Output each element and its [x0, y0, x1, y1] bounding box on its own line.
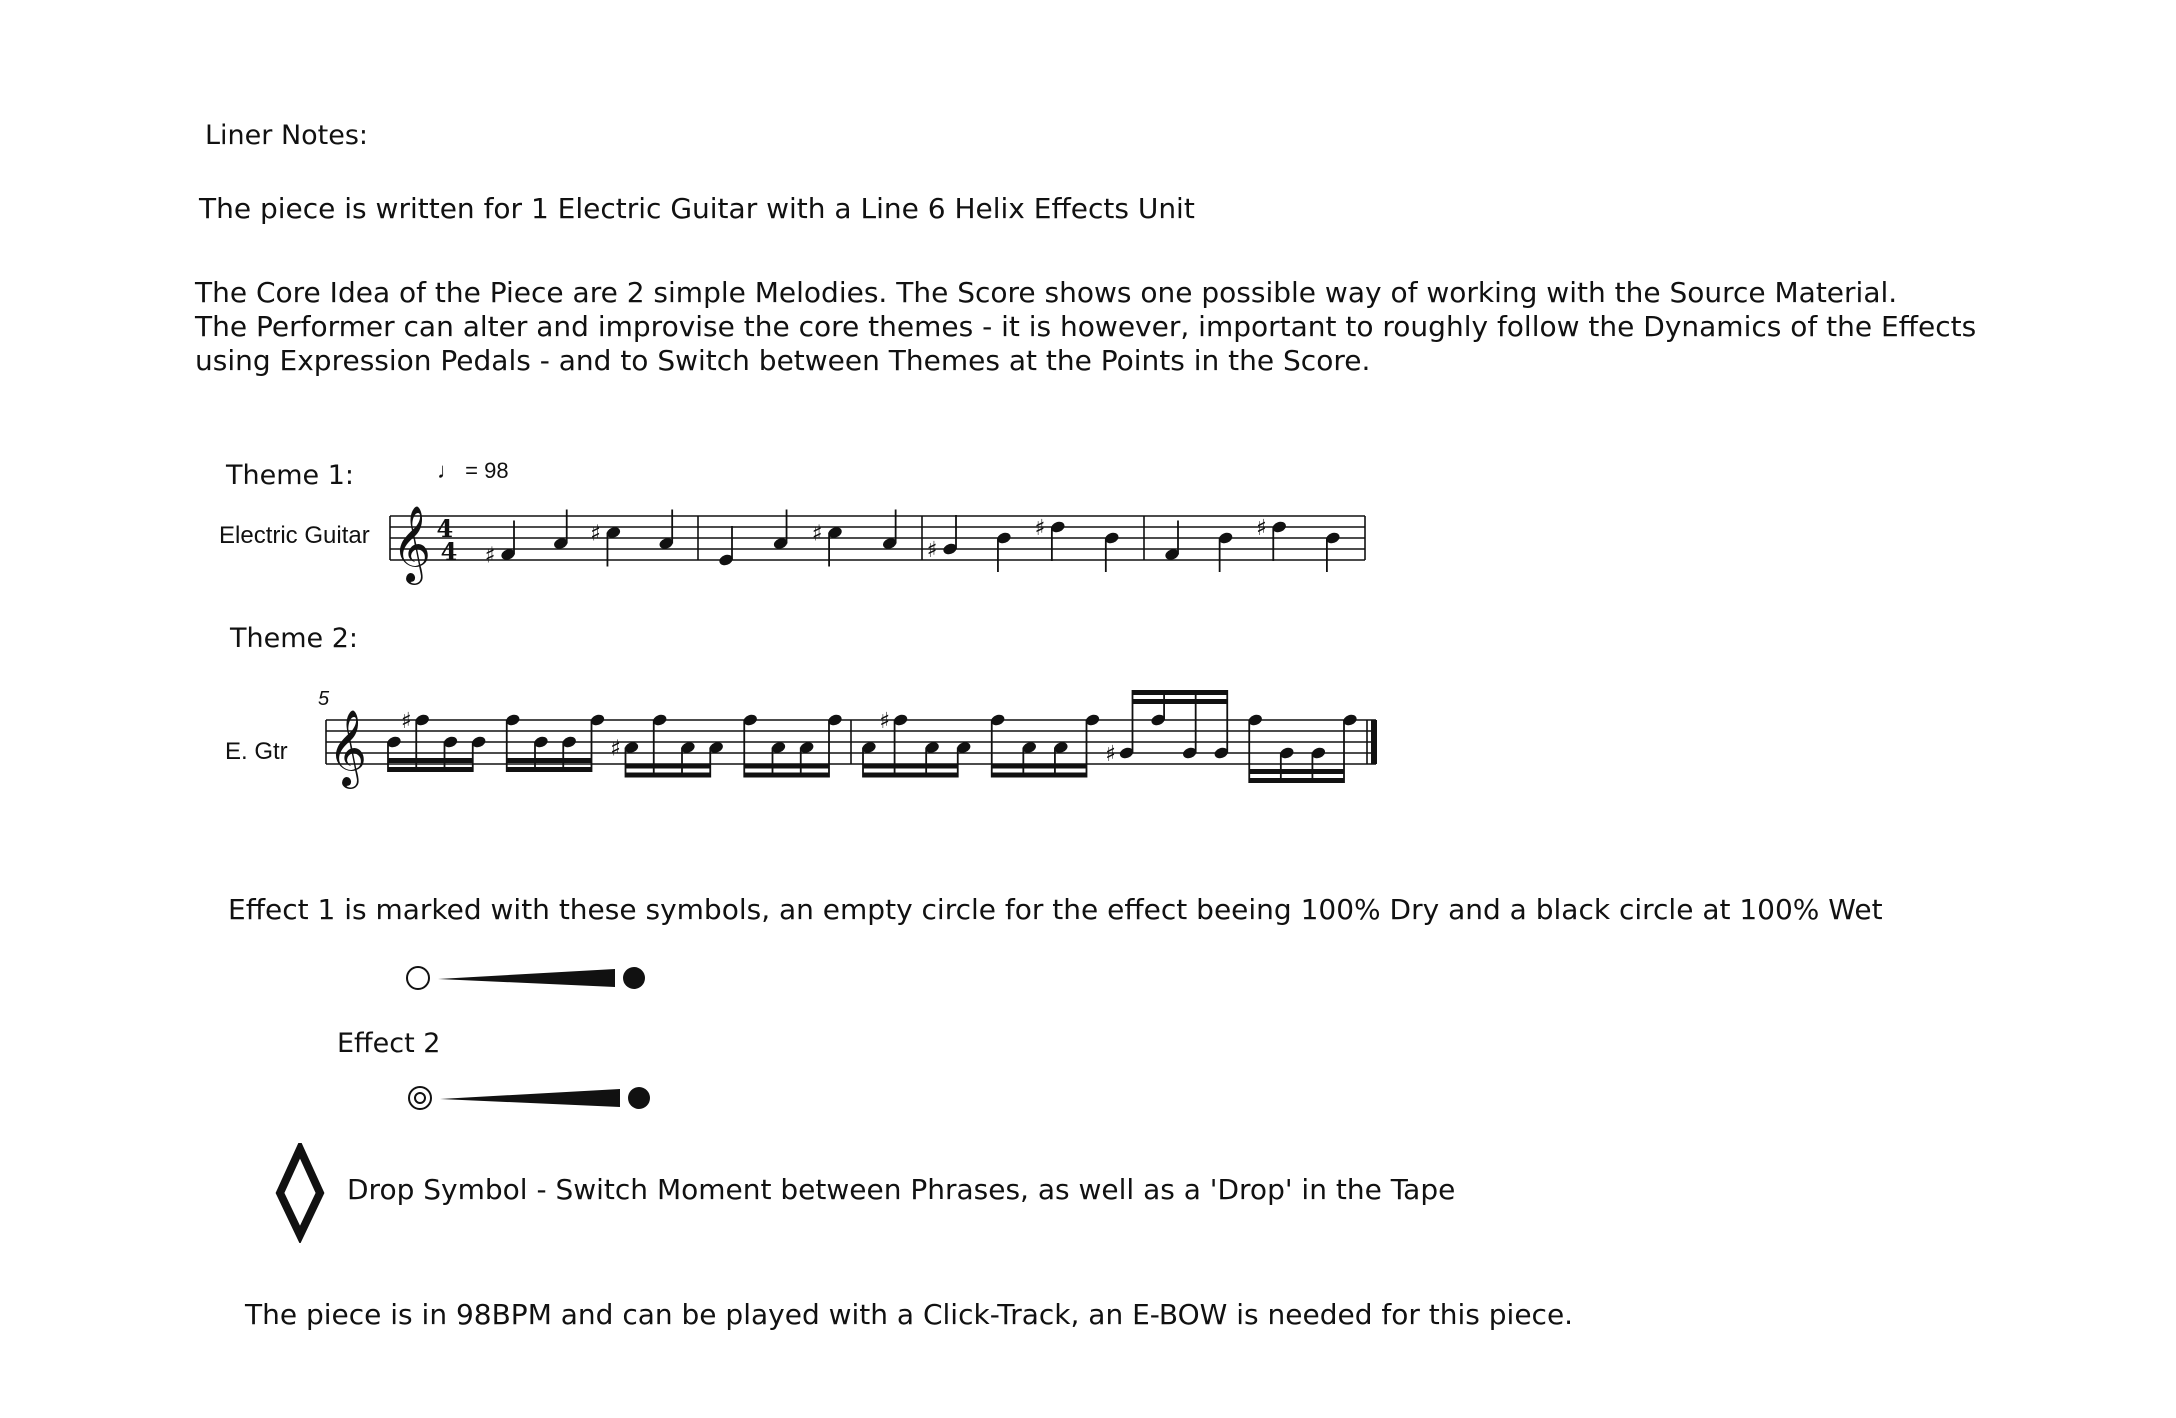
intro-line: The Performer can alter and improvise the core themes - it is however, important to roughly follow the Dynamics of the Effects [195, 310, 1977, 343]
drop-symbol-icon [270, 1143, 330, 1243]
beam [626, 773, 711, 778]
wet-circle-icon [628, 1087, 650, 1109]
treble-clef-icon: 𝄞 [392, 505, 432, 582]
theme2-label: Theme 2: [230, 623, 358, 654]
beam [992, 764, 1087, 769]
intro-paragraph [195, 276, 1976, 378]
theme1-staff [380, 480, 1460, 600]
sharp-icon: ♯ [811, 521, 823, 547]
dry-circle-icon [407, 967, 429, 989]
drop-text: Drop Symbol - Switch Moment between Phrases, as well as a 'Drop' in the Tape [347, 1173, 1456, 1206]
double-circle-icon [409, 1087, 431, 1109]
wedge-icon [438, 969, 615, 987]
beam [388, 767, 473, 772]
theme1-label: Theme 1: [226, 460, 354, 491]
beam [1133, 690, 1228, 695]
theme2-instrument: E. Gtr [225, 738, 288, 765]
theme2-staff [316, 680, 1396, 820]
sharp-icon: ♯ [1105, 742, 1116, 767]
beam [388, 758, 473, 763]
beam [863, 764, 958, 769]
time-sig-bottom: 4 [440, 537, 458, 566]
time-sig-top: 4 [436, 514, 454, 543]
beam [744, 773, 829, 778]
heading: Liner Notes: [205, 120, 369, 151]
beam [1249, 769, 1344, 774]
sharp-icon: ♯ [926, 538, 938, 563]
sharp-icon: ♯ [484, 543, 496, 569]
beam [1249, 778, 1344, 783]
effect2-symbol [402, 1078, 662, 1118]
final-barline-thick [1371, 720, 1377, 764]
theme2-notes [386, 690, 1358, 783]
time-signature [436, 514, 461, 566]
footer-text: The piece is in 98BPM and can be played with a Click-Track, an E-BOW is needed for this piece. [245, 1298, 1574, 1331]
wedge-icon [440, 1089, 620, 1107]
beam [507, 758, 592, 763]
measure-number: 5 [318, 688, 330, 710]
sharp-icon: ♯ [590, 521, 601, 547]
quarter-note-icon: ♩ [437, 458, 459, 483]
beam [1133, 699, 1228, 704]
wet-circle-icon [623, 967, 645, 989]
intro-line: The Core Idea of the Piece are 2 simple Melodies. The Score shows one possible way of working with the Source Material. [195, 276, 1898, 309]
effect1-text: Effect 1 is marked with these symbols, an empty circle for the effect beeing 100% Dry and a black circle at 100% Wet [228, 893, 1883, 926]
tempo-value: = 98 [465, 458, 509, 483]
sharp-icon: ♯ [1255, 516, 1267, 541]
theme1-instrument: Electric Guitar [219, 522, 370, 549]
instrumentation-text: The piece is written for 1 Electric Guitar with a Line 6 Helix Effects Unit [199, 192, 1195, 225]
beam [744, 764, 829, 769]
effect2-label: Effect 2 [337, 1028, 441, 1059]
beam [626, 764, 711, 769]
beam [507, 767, 592, 772]
treble-clef-icon: 𝄞 [328, 709, 368, 786]
sharp-icon: ♯ [1034, 516, 1046, 541]
sharp-icon: ♯ [400, 709, 412, 734]
theme1-notes [485, 510, 1365, 573]
sharp-icon: ♯ [879, 709, 890, 734]
sharp-icon: ♯ [610, 736, 621, 762]
intro-line: using Expression Pedals - and to Switch between Themes at the Points in the Score. [195, 344, 1371, 377]
beam [992, 773, 1087, 778]
effect1-symbol [400, 958, 660, 998]
beam [863, 773, 958, 778]
